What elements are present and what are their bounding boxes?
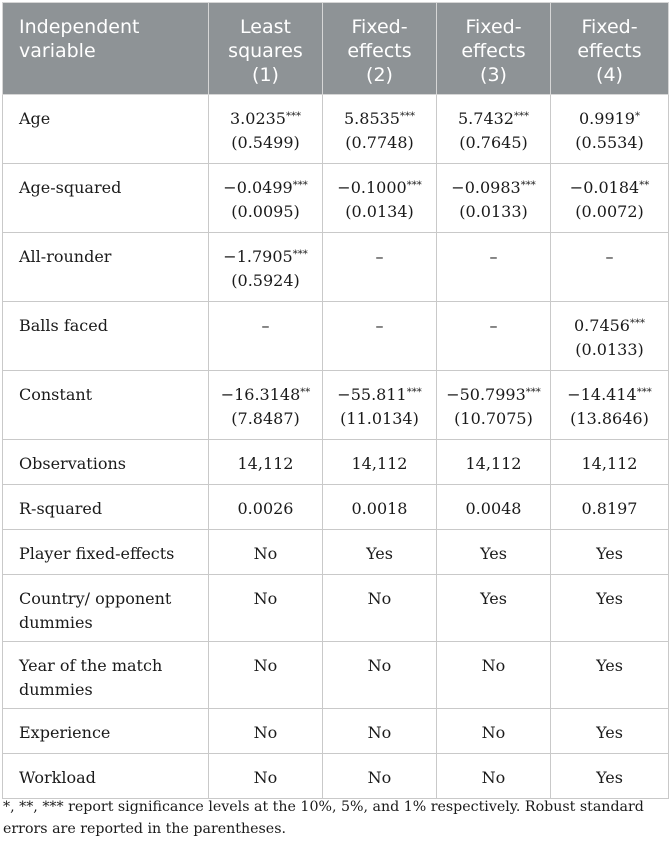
row-label-line: Constant <box>19 385 93 404</box>
value-cell <box>551 233 669 302</box>
value-cell <box>551 530 669 575</box>
coefficient: 5.8535 <box>344 109 400 128</box>
header-label-line: effects <box>577 40 642 62</box>
row-label <box>3 754 209 799</box>
table-row <box>3 530 669 575</box>
standard-error: (0.0072) <box>575 202 644 221</box>
significance-stars: *** <box>525 387 541 398</box>
table-row <box>3 371 669 440</box>
value-cell <box>551 485 669 530</box>
significance-stars: *** <box>285 111 301 122</box>
value-cell <box>323 709 437 754</box>
value-cell <box>551 371 669 440</box>
value-cell <box>323 530 437 575</box>
coefficient: 14,112 <box>237 454 294 473</box>
coefficient: – <box>489 247 498 266</box>
value-cell <box>551 164 669 233</box>
table-row <box>3 440 669 485</box>
header-label-line: Independent <box>19 16 140 38</box>
coefficient: −16.3148 <box>220 385 301 404</box>
header-label-line: effects <box>461 40 526 62</box>
coefficient: Yes <box>480 589 507 608</box>
value-cell <box>323 575 437 642</box>
coefficient: −55.811 <box>337 385 407 404</box>
row-label-line: Observations <box>19 454 126 473</box>
coefficient: No <box>367 589 392 608</box>
significance-stars: *** <box>399 111 415 122</box>
row-label-line: Age-squared <box>19 178 122 197</box>
row-label-line: R-squared <box>19 499 103 518</box>
value-cell <box>551 302 669 371</box>
coefficient: −50.7993 <box>446 385 526 404</box>
coefficient: −0.1000 <box>337 178 407 197</box>
coefficient: – <box>375 247 384 266</box>
header-label-line: Least <box>240 16 291 38</box>
value-cell <box>551 575 669 642</box>
value-cell <box>437 754 551 799</box>
value-cell <box>209 754 323 799</box>
significance-stars: *** <box>629 318 645 329</box>
table-row <box>3 164 669 233</box>
coefficient: No <box>367 723 392 742</box>
row-label-line: dummies <box>19 680 93 699</box>
coefficient: Yes <box>596 589 623 608</box>
coefficient: −1.7905 <box>223 247 293 266</box>
coefficient: Yes <box>596 656 623 675</box>
row-label <box>3 302 209 371</box>
row-label-line: Age <box>19 109 51 128</box>
coefficient: No <box>481 656 506 675</box>
row-label-line: Player fixed-effects <box>19 544 175 563</box>
table-row <box>3 754 669 799</box>
value-cell <box>323 642 437 709</box>
row-label-line: Balls faced <box>19 316 108 335</box>
table-row <box>3 485 669 530</box>
standard-error: (0.5499) <box>231 133 300 152</box>
value-cell <box>209 164 323 233</box>
row-label-line: Year of the match <box>19 656 163 675</box>
row-label <box>3 642 209 709</box>
value-cell <box>209 709 323 754</box>
value-cell <box>551 754 669 799</box>
coefficient: No <box>367 656 392 675</box>
significance-stars: ** <box>639 180 650 191</box>
header-label-line: squares <box>228 40 303 62</box>
coefficient: Yes <box>366 544 393 563</box>
value-cell <box>209 233 323 302</box>
header-label-line: effects <box>347 40 412 62</box>
row-label-line: Experience <box>19 723 111 742</box>
value-cell <box>323 164 437 233</box>
standard-error: (0.0133) <box>575 340 644 359</box>
coefficient: −0.0499 <box>223 178 293 197</box>
value-cell <box>437 575 551 642</box>
value-cell <box>209 440 323 485</box>
table-row <box>3 709 669 754</box>
coefficient: 5.7432 <box>458 109 514 128</box>
row-label <box>3 440 209 485</box>
header-model-3 <box>437 3 551 95</box>
standard-error: (11.0134) <box>340 409 419 428</box>
standard-error: (13.8646) <box>570 409 649 428</box>
row-label <box>3 164 209 233</box>
value-cell <box>437 485 551 530</box>
header-model-2 <box>323 3 437 95</box>
value-cell <box>437 302 551 371</box>
coefficient: No <box>481 723 506 742</box>
value-cell <box>323 754 437 799</box>
value-cell <box>209 302 323 371</box>
coefficient: 14,112 <box>351 454 408 473</box>
row-label-line: Country/ opponent <box>19 589 172 608</box>
table-footnote: *, **, *** report significance levels at the 10%, 5%, and 1% respectively. Robust standard errors are reported in the parentheses. <box>3 799 644 837</box>
significance-stars: *** <box>520 180 536 191</box>
significance-stars: *** <box>292 249 308 260</box>
row-label <box>3 233 209 302</box>
value-cell <box>551 95 669 164</box>
header-label-line: (2) <box>366 64 393 86</box>
coefficient: Yes <box>480 544 507 563</box>
value-cell <box>437 164 551 233</box>
value-cell <box>209 95 323 164</box>
value-cell <box>437 95 551 164</box>
standard-error: (7.8487) <box>231 409 300 428</box>
value-cell <box>323 95 437 164</box>
standard-error: (0.5534) <box>575 133 644 152</box>
value-cell <box>437 440 551 485</box>
table-body <box>3 95 669 799</box>
value-cell <box>323 440 437 485</box>
row-label <box>3 575 209 642</box>
row-label-line: Workload <box>19 768 96 787</box>
standard-error: (10.7075) <box>454 409 533 428</box>
value-cell <box>437 371 551 440</box>
coefficient: 0.0026 <box>237 499 294 518</box>
coefficient: 0.0018 <box>351 499 408 518</box>
regression-results-table <box>2 2 669 799</box>
significance-stars: ** <box>300 387 311 398</box>
standard-error: (0.0133) <box>459 202 528 221</box>
significance-stars: *** <box>406 387 422 398</box>
header-label-line: (3) <box>480 64 507 86</box>
row-label <box>3 95 209 164</box>
value-cell <box>209 575 323 642</box>
value-cell <box>551 440 669 485</box>
value-cell <box>323 485 437 530</box>
coefficient: – <box>605 247 614 266</box>
row-label <box>3 485 209 530</box>
coefficient: No <box>253 768 278 787</box>
coefficient: Yes <box>596 768 623 787</box>
value-cell <box>323 233 437 302</box>
value-cell <box>209 371 323 440</box>
value-cell <box>209 642 323 709</box>
table-row <box>3 95 669 164</box>
header-label-line: Fixed- <box>581 16 638 38</box>
value-cell <box>209 485 323 530</box>
value-cell <box>323 371 437 440</box>
coefficient: No <box>481 768 506 787</box>
coefficient: −0.0983 <box>451 178 521 197</box>
coefficient: −14.414 <box>567 385 637 404</box>
table-row <box>3 642 669 709</box>
coefficient: No <box>253 723 278 742</box>
standard-error: (0.0095) <box>231 202 300 221</box>
header-label-line: variable <box>19 40 96 62</box>
table-row <box>3 233 669 302</box>
standard-error: (0.5924) <box>231 271 300 290</box>
table-row <box>3 302 669 371</box>
value-cell <box>437 530 551 575</box>
coefficient: – <box>261 316 270 335</box>
row-label <box>3 371 209 440</box>
coefficient: 3.0235 <box>230 109 286 128</box>
header-row <box>3 3 669 95</box>
header-label-line: Fixed- <box>465 16 522 38</box>
standard-error: (0.7645) <box>459 133 528 152</box>
coefficient: 0.8197 <box>581 499 638 518</box>
coefficient: No <box>253 544 278 563</box>
coefficient: 14,112 <box>581 454 638 473</box>
header-model-1 <box>209 3 323 95</box>
header-label-line: (4) <box>596 64 623 86</box>
coefficient: Yes <box>596 723 623 742</box>
coefficient: No <box>253 656 278 675</box>
coefficient: 0.7456 <box>574 316 630 335</box>
significance-stars: *** <box>292 180 308 191</box>
coefficient: 0.0048 <box>465 499 522 518</box>
significance-stars: *** <box>406 180 422 191</box>
value-cell <box>437 233 551 302</box>
significance-stars: * <box>634 111 640 122</box>
row-label-line: All-rounder <box>19 247 112 266</box>
coefficient: 0.9919 <box>579 109 635 128</box>
header-label-line: (1) <box>252 64 279 86</box>
row-label <box>3 530 209 575</box>
coefficient: – <box>375 316 384 335</box>
value-cell <box>551 709 669 754</box>
coefficient: 14,112 <box>465 454 522 473</box>
coefficient: No <box>253 589 278 608</box>
row-label-line: dummies <box>19 613 93 632</box>
value-cell <box>551 642 669 709</box>
header-model-4 <box>551 3 669 95</box>
coefficient: Yes <box>596 544 623 563</box>
table-row <box>3 575 669 642</box>
value-cell <box>209 530 323 575</box>
coefficient: – <box>489 316 498 335</box>
standard-error: (0.7748) <box>345 133 414 152</box>
coefficient: −0.0184 <box>569 178 640 197</box>
standard-error: (0.0134) <box>345 202 414 221</box>
header-independent-variable <box>3 3 209 95</box>
value-cell <box>437 709 551 754</box>
significance-stars: *** <box>513 111 529 122</box>
coefficient: No <box>367 768 392 787</box>
value-cell <box>323 302 437 371</box>
value-cell <box>437 642 551 709</box>
row-label <box>3 709 209 754</box>
header-label-line: Fixed- <box>351 16 408 38</box>
significance-stars: *** <box>636 387 652 398</box>
